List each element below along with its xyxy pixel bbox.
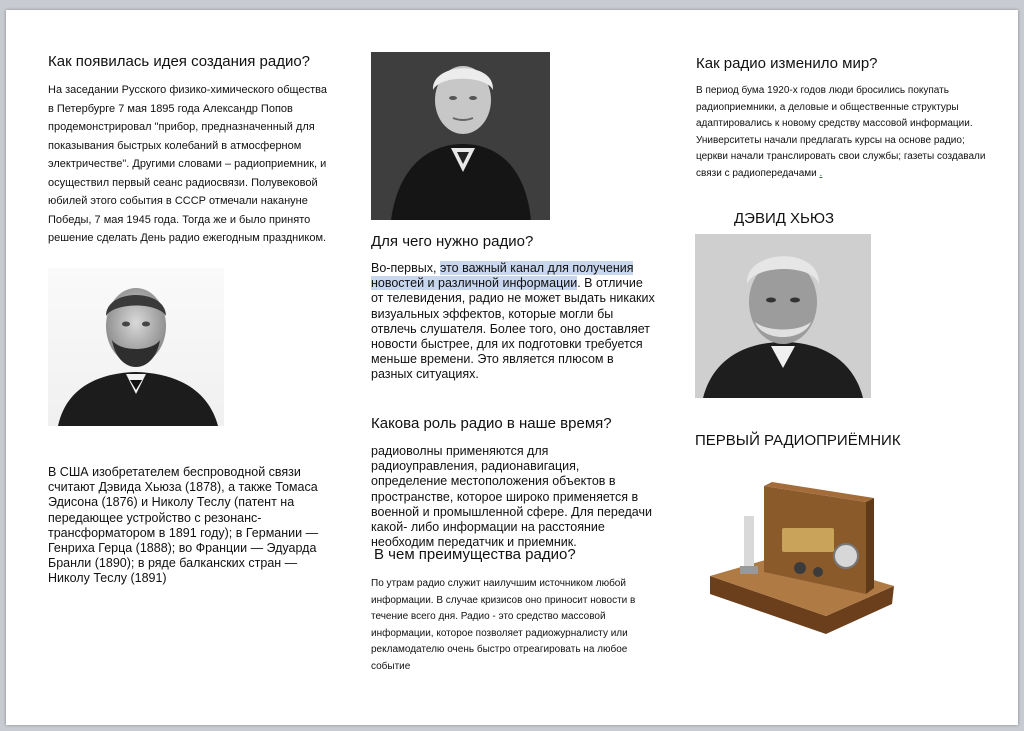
paragraph-why-radio-start: Во-первых,	[371, 261, 440, 275]
document-page	[6, 10, 1018, 725]
heading-radio-idea: Как появилась идея создания радио?	[48, 53, 311, 70]
caption-first-receiver: ПЕРВЫЙ РАДИОПРИЁМНИК	[695, 432, 901, 449]
paragraph-end-mark: .	[819, 167, 823, 179]
caption-david-hughes: ДЭВИД ХЬЮЗ	[734, 210, 835, 227]
paragraph-radio-changed-world	[696, 83, 986, 182]
radio-receiver-photo	[706, 476, 896, 634]
paragraph-popov: На заседании Русского физико-химического общества в Петербурге 7 мая 1895 года Александр Попов продемонстрировал "прибор, предназначенный для показывания быстрых колебаний в атмосферном электричестве". Другими словами – радиоприемник, и осуществил первый сеанс радиосвязи. Полувековой юбилей этого события в СССР отмечали накануне Победы, 7 мая 1945 года. Тогда же и было принято решение сделать День радио ежегодным праздником.	[48, 84, 327, 244]
heading-why-radio: Для чего нужно радио?	[371, 233, 534, 250]
paragraph-radio-advantages: По утрам радио служит наилучшим источником любой информации. В случае кризисов оно приносит новости в течение всего дня. Радио - это средство массовой информации, которое позволяет радиожурналисту или рекламодателю очень быстро отреагировать на любое событие	[371, 578, 636, 672]
highlighted-text[interactable]: это важный канал для получения новостей и различной информации	[371, 261, 634, 291]
heading-radio-changed-world: Как радио изменило мир?	[696, 55, 878, 72]
hughes-photo	[695, 234, 871, 398]
paragraph-radio-changed-world-text: В период бума 1920-х годов люди бросились покупать радиоприемники, а деловые и общественные структуры адаптировались к новому средству массовой информации. Университеты начали предлагать курсы на основе радио; церкви начали транслировать свои службы; газеты создавали связи с радиопередачами	[696, 85, 986, 179]
heading-radio-advantages: В чем преимущества радио?	[374, 546, 576, 563]
edison-photo	[371, 52, 550, 220]
paragraph-why-radio-rest: . В отличие от телевидения, радио не может выдать никаких визуальных эффектов, которые могли бы отвлечь слушателя. Более того, оно доставляет новости быстрее, для их подготовки требуется меньше времени. Это является плюсом в разных ситуациях.	[371, 276, 655, 382]
popov-photo	[48, 268, 224, 426]
paragraph-radio-role: радиоволны применяются для радиоуправления, радионавигация, определение местоположения объектов в пространстве, которое широко применяется в военной и промышленной сфере. Для передачи какой- либо информации на расстояние необходим передатчик и приемник.	[371, 444, 652, 550]
heading-radio-role: Какова роль радио в наше время?	[371, 415, 612, 432]
paragraph-usa-inventors: В США изобретателем беспроводной связи считают Дэвида Хьюза (1878), а также Томаса Эдисона (1876) и Николу Теслу (патент на передающее устройство с резонанс-трансформатором в 1891 году); в Германии — Генриха Герца (1888); во Франции — Эдуарда Бранли (1890); в ряде балканских стран — Николу Теслу (1891)	[48, 465, 319, 586]
paragraph-why-radio	[371, 261, 656, 383]
